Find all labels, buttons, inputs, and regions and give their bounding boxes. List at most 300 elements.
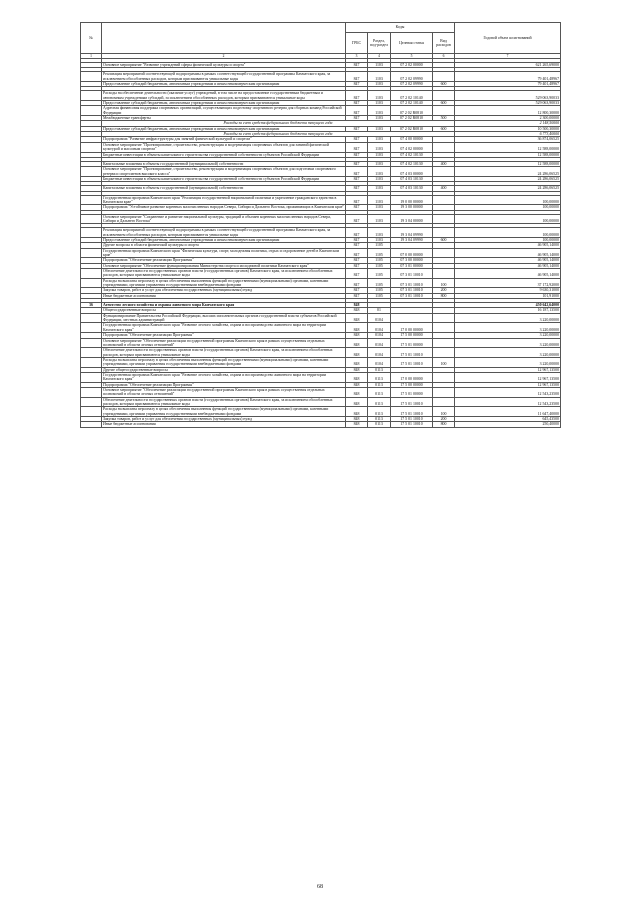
cell-description: Бюджетные инвестиции в объекты капитального строительства государственной собственности субъектов Российской Федерации <box>102 152 346 157</box>
cell-razdel: 1103 <box>368 186 391 191</box>
cell-num <box>81 214 102 224</box>
cell-description: Расходы на выплаты персоналу в целях обеспечения выполнения функций государственными (муниципальными) органами, казенными учреждениями, органами управления государственными внебюджетными фондами <box>102 357 346 367</box>
cell-description: Государственная программа Камчатского края "Развитие лесного хозяйства, охрана и воспроизводство животного мира на территории Камчатского края" <box>102 372 346 382</box>
table-row <box>81 106 561 116</box>
cell-razdel: 1105 <box>368 293 391 298</box>
cell-grbs: 847 <box>346 82 368 87</box>
cell-description: Расходы на обеспечение деятельности (оказание услуг) учреждений, в том числе на предоставление государственным бюджетным и автономным учреждениям субсидий, за исключением обособленных расходов, которым присваиваются уникальные коды <box>102 91 346 101</box>
cell-description: Капитальные вложения в объекты государственной (муниципальной) собственности <box>102 161 346 166</box>
cell-amount: 46 905,14000 <box>455 269 561 279</box>
cell-vid <box>433 348 455 358</box>
cell-num <box>81 142 102 152</box>
cell-grbs: 847 <box>346 176 368 181</box>
cell-razdel: 1103 <box>368 152 391 157</box>
cell-vid: 600 <box>433 126 455 131</box>
cell-vid <box>433 167 455 177</box>
cell-amount: 100,00000 <box>455 195 561 205</box>
cell-amount: 3 220,00000 <box>455 348 561 358</box>
cell-razdel: 0113 <box>368 367 391 372</box>
cell-target: 07 4 02 10130 <box>391 161 433 166</box>
cell-grbs: 847 <box>346 288 368 293</box>
cell-target: 19 3 04 09990 <box>391 228 433 238</box>
table-row <box>81 323 561 333</box>
column-number: 2 <box>102 54 346 59</box>
cell-razdel: 1105 <box>368 243 391 248</box>
cell-razdel: 1105 <box>368 278 391 288</box>
cell-description: Основное мероприятие "Развитие учреждений сферы физической культуры и спорта" <box>102 63 346 68</box>
cell-amount: 9 630,31000 <box>455 288 561 293</box>
cell-razdel: 0104 <box>368 348 391 358</box>
note-text: Расходы за счет средств федерального бюджета текущего года <box>102 132 455 137</box>
cell-vid <box>433 228 455 238</box>
cell-description: Реализация мероприятий соответствующей подпрограммы в рамках соответствующей государственной программы Камчатского края, за исключением обособленных расходов, которым присваиваются уникальные коды <box>102 72 346 82</box>
cell-target: 07 3 00 00000 <box>391 258 433 263</box>
cell-razdel: 1103 <box>368 137 391 142</box>
cell-target: 07 4 00 00000 <box>391 137 433 142</box>
header-target: Целевая статья <box>391 33 433 54</box>
cell-amount: 450 642,64000 <box>455 303 561 308</box>
cell-razdel: 1105 <box>368 248 391 258</box>
cell-amount: 3 220,00000 <box>455 338 561 348</box>
cell-description: Другие вопросы в области физической культуры и спорта <box>102 243 346 248</box>
cell-razdel: 1103 <box>368 82 391 87</box>
cell-grbs: 847 <box>346 72 368 82</box>
table-row <box>81 248 561 258</box>
cell-vid <box>433 313 455 323</box>
cell-num <box>81 228 102 238</box>
column-number: 4 <box>368 54 391 59</box>
cell-grbs: 848 <box>346 397 368 407</box>
cell-razdel: 1105 <box>368 288 391 293</box>
table-row <box>81 407 561 417</box>
cell-num <box>81 278 102 288</box>
cell-razdel: 0104 <box>368 313 391 323</box>
header-num: № <box>81 23 102 54</box>
cell-amount: 3 220,00000 <box>455 323 561 333</box>
cell-vid: 200 <box>433 288 455 293</box>
cell-razdel: 1103 <box>368 101 391 106</box>
cell-description: Капитальные вложения в объекты государственной (муниципальной) собственности <box>102 186 346 191</box>
cell-razdel: 1105 <box>368 263 391 268</box>
cell-amount: 24 286,06525 <box>455 186 561 191</box>
cell-target: 17 5 01 10010 <box>391 397 433 407</box>
cell-num <box>81 167 102 177</box>
cell-amount: 645,43500 <box>455 417 561 422</box>
cell-num <box>81 357 102 367</box>
cell-vid <box>433 387 455 397</box>
cell-description: Подпрограмма "Устойчивое развитие коренных малочисленных народов Севера, Сибири и Дальнего Востока, проживающих в Камчатском крае" <box>103 205 345 210</box>
cell-razdel: 1103 <box>368 142 391 152</box>
cell-vid <box>433 323 455 333</box>
cell-grbs: 848 <box>346 313 368 323</box>
table-row <box>81 397 561 407</box>
cell-grbs: 847 <box>346 142 368 152</box>
cell-grbs: 848 <box>346 323 368 333</box>
table-row <box>81 91 561 101</box>
table-row <box>81 422 561 427</box>
column-number: 1 <box>81 54 102 59</box>
cell-description: Основное мероприятие "Проектирование, строительство, реконструкция и модернизация спортивных объектов для подготовки спортивного резерва и спортсменов высокого класса" <box>102 167 346 177</box>
cell-description: Государственная программа Камчатского края "Развитие лесного хозяйства, охрана и воспроизводство животного мира на территории Камчатского края" <box>102 323 346 333</box>
cell-description: Подпрограмма "Обеспечение реализации Программы" <box>102 333 346 338</box>
cell-vid: 800 <box>433 293 455 298</box>
table-row <box>81 167 561 177</box>
cell-grbs: 847 <box>346 137 368 142</box>
cell-vid <box>433 106 455 116</box>
cell-razdel: 1103 <box>368 228 391 238</box>
cell-description: Основное мероприятие "Проектирование, строительство, реконструкция и модернизация спортивных объектов для занятий физической культурой и массовым спортом" <box>102 142 346 152</box>
cell-amount: 46 905,14000 <box>455 243 561 248</box>
cell-target: 07 4 03 10130 <box>391 176 433 181</box>
cell-grbs: 847 <box>346 263 368 268</box>
cell-amount: 250,40000 <box>455 422 561 427</box>
cell-target: 07 2 02 09990 <box>391 82 433 87</box>
cell-vid <box>433 269 455 279</box>
cell-target: 07 3 01 10010 <box>391 269 433 279</box>
cell-target: 17 5 01 10010 <box>391 348 433 358</box>
cell-grbs: 847 <box>346 269 368 279</box>
header-description <box>102 23 346 54</box>
cell-target: 17 5 01 10010 <box>391 407 433 417</box>
cell-description: Предоставление субсидий бюджетным, автономным учреждениям и иным некоммерческим организациям <box>102 237 346 242</box>
table-row <box>81 338 561 348</box>
cell-target: 17 5 01 10010 <box>391 357 433 367</box>
cell-amount: 12 967,13500 <box>455 367 561 372</box>
cell-razdel: 0113 <box>368 422 391 427</box>
cell-target: 17 5 01 00000 <box>391 387 433 397</box>
cell-vid <box>433 248 455 258</box>
cell-vid: 100 <box>433 278 455 288</box>
cell-target: 07 3 01 10010 <box>391 288 433 293</box>
cell-amount: 2 300,00000 <box>455 116 561 121</box>
cell-description: Обеспечение деятельности государственных органов власти (государственных органов) Камчатского края, за исключением обособленных расходов, которым присваиваются уникальные коды <box>102 269 346 279</box>
cell-description: Основное мероприятие "Сохранение и развитие национальной культуры, традиций и обычаев коренных малочисленных народов Севера, Сибири и Дальнего Востока" <box>102 214 346 224</box>
cell-amount: 46 905,14000 <box>455 258 561 263</box>
table-row <box>81 269 561 279</box>
cell-grbs: 847 <box>346 63 368 68</box>
cell-vid: 100 <box>433 407 455 417</box>
column-number: 6 <box>433 54 455 59</box>
cell-amount: 10 500,30000 <box>455 126 561 131</box>
cell-num <box>81 387 102 397</box>
cell-target: 07 2 02 R0810 <box>391 106 433 116</box>
cell-grbs: 848 <box>346 338 368 348</box>
cell-grbs: 847 <box>346 186 368 191</box>
cell-amount: 24 286,06525 <box>455 176 561 181</box>
cell-vid: 500 <box>433 116 455 121</box>
cell-razdel: 1105 <box>368 258 391 263</box>
budget-allocation-table <box>80 22 561 428</box>
header-codes: Коды <box>346 23 455 33</box>
cell-target: 07 2 02 10140 <box>391 91 433 101</box>
cell-num <box>81 269 102 279</box>
cell-grbs: 848 <box>346 382 368 387</box>
cell-amount: 100,00000 <box>455 214 561 224</box>
cell-vid: 400 <box>433 161 455 166</box>
cell-num <box>81 195 102 205</box>
cell-target: 07 4 03 00000 <box>391 167 433 177</box>
cell-target: 07 4 02 00000 <box>391 142 433 152</box>
cell-num <box>81 348 102 358</box>
cell-razdel: 1103 <box>368 116 391 121</box>
cell-num <box>81 248 102 258</box>
cell-amount: 529 063,90033 <box>455 101 561 106</box>
cell-grbs: 847 <box>346 195 368 205</box>
cell-grbs: 848 <box>346 387 368 397</box>
cell-num <box>81 397 102 407</box>
cell-amount: 6 773,40000 <box>455 132 561 137</box>
cell-description: Предоставление субсидий бюджетным, автономным учреждениям и иным некоммерческим организациям <box>102 126 346 131</box>
cell-grbs: 847 <box>346 258 368 263</box>
cell-description: Межбюджетные трансферты <box>102 116 346 121</box>
cell-target: 17 5 01 10010 <box>391 422 433 427</box>
cell-target: 07 2 02 R0810 <box>391 126 433 131</box>
cell-amount: 100,00000 <box>455 228 561 238</box>
cell-grbs: 848 <box>346 303 368 308</box>
cell-amount: 3 220,00000 <box>455 357 561 367</box>
cell-amount: 12 588,00000 <box>455 142 561 152</box>
cell-razdel: 1103 <box>368 91 391 101</box>
cell-grbs: 847 <box>346 243 368 248</box>
cell-target: 17 5 00 00000 <box>391 333 433 338</box>
cell-description: Основное мероприятие "Обеспечение реализации государственной программы Камчатского края в рамках осуществления отдельных полномочий в области лесных отношений" <box>102 387 346 397</box>
cell-razdel: 0104 <box>368 357 391 367</box>
cell-amount: 36 874,06525 <box>455 137 561 142</box>
cell-vid <box>433 142 455 152</box>
cell-vid: 800 <box>433 422 455 427</box>
cell-razdel: 01 <box>368 308 391 313</box>
cell-description: Предоставление субсидий бюджетным, автономным учреждениям и иным некоммерческим организациям <box>102 101 346 106</box>
cell-target: 17 5 00 00000 <box>391 382 433 387</box>
cell-vid <box>433 397 455 407</box>
cell-description: Агентство лесного хозяйства и охраны животного мира Камчатского края <box>102 303 346 308</box>
table-row <box>81 195 561 205</box>
table-row <box>81 72 561 82</box>
cell-target: 07 2 02 10140 <box>391 101 433 106</box>
header-vid: Вид расходов <box>433 33 455 54</box>
cell-target: 07 4 02 10130 <box>391 152 433 157</box>
cell-description: Иные бюджетные ассигнования <box>102 293 346 298</box>
cell-description: Предоставление субсидий бюджетным, автономным учреждениям и иным некоммерческим организациям <box>102 82 346 87</box>
cell-target: 17 0 00 00000 <box>391 372 433 382</box>
cell-amount: 3 220,00000 <box>455 313 561 323</box>
cell-target: 07 4 03 10130 <box>391 186 433 191</box>
cell-target: 07 3 01 10010 <box>391 293 433 298</box>
cell-amount: 101,91000 <box>455 293 561 298</box>
cell-target: 19 0 00 00000 <box>391 195 433 205</box>
cell-razdel: 1103 <box>368 176 391 181</box>
cell-num <box>81 313 102 323</box>
header-annual-volume: Годовой объем ассигнований <box>455 23 561 54</box>
cell-vid <box>433 214 455 224</box>
table-row <box>81 387 561 397</box>
cell-razdel: 0113 <box>368 387 391 397</box>
cell-vid <box>433 372 455 382</box>
cell-target: 17 0 00 00000 <box>391 323 433 333</box>
table-row <box>81 278 561 288</box>
cell-target: 07 0 00 00000 <box>391 248 433 258</box>
cell-grbs: 847 <box>346 228 368 238</box>
cell-target: 07 2 02 09990 <box>391 72 433 82</box>
table-row <box>81 313 561 323</box>
cell-grbs: 847 <box>346 248 368 258</box>
cell-vid <box>433 338 455 348</box>
cell-razdel: 1105 <box>368 269 391 279</box>
cell-description: Государственная программа Камчатского края "Реализация государственной национальной политики и укрепление гражданского единства в Камчатском крае" <box>102 195 346 205</box>
cell-vid: 200 <box>433 417 455 422</box>
cell-description: Основное мероприятие "Обеспечение функционирования Министерства спорта и молодежной политики Камчатского края" <box>102 263 346 268</box>
cell-grbs: 847 <box>346 293 368 298</box>
cell-razdel: 1103 <box>368 237 391 242</box>
column-number: 5 <box>391 54 433 59</box>
cell-amount: 24 286,06525 <box>455 167 561 177</box>
cell-grbs: 847 <box>346 152 368 157</box>
cell-amount: 16 187,13500 <box>455 308 561 313</box>
cell-grbs: 847 <box>346 161 368 166</box>
cell-target: 17 5 01 10010 <box>391 417 433 422</box>
cell-target: 19 3 04 00000 <box>391 214 433 224</box>
header-razdel: Раздел, под-раздел <box>368 33 391 54</box>
table-row <box>81 142 561 152</box>
cell-razdel: 1103 <box>368 72 391 82</box>
cell-razdel: 0104 <box>368 338 391 348</box>
table-row <box>81 214 561 224</box>
cell-amount: 3 220,00000 <box>455 333 561 338</box>
cell-grbs: 847 <box>346 205 368 210</box>
cell-vid: 400 <box>433 186 455 191</box>
cell-description: Обеспечение деятельности государственных органов власти (государственных органов) Камчатского края, за исключением обособленных расходов, которым присваиваются уникальные коды <box>102 397 346 407</box>
cell-grbs: 848 <box>346 367 368 372</box>
cell-num <box>81 323 102 333</box>
cell-vid: 600 <box>433 82 455 87</box>
cell-grbs: 847 <box>346 237 368 242</box>
cell-grbs: 847 <box>346 214 368 224</box>
cell-num <box>81 407 102 417</box>
cell-razdel: 0104 <box>368 333 391 338</box>
column-number: 3 <box>346 54 368 59</box>
cell-amount: 11 647,40000 <box>455 407 561 417</box>
cell-grbs: 848 <box>346 348 368 358</box>
cell-amount: 12 800,30000 <box>455 106 561 116</box>
cell-num <box>81 372 102 382</box>
cell-amount: 79 401,48967 <box>455 82 561 87</box>
cell-amount: 12 543,23500 <box>455 397 561 407</box>
cell-target: 07 3 01 10010 <box>391 278 433 288</box>
cell-amount: 79 401,48967 <box>455 72 561 82</box>
cell-num <box>81 338 102 348</box>
cell-razdel: 1103 <box>368 205 391 210</box>
cell-num <box>81 106 102 116</box>
cell-description: Общегосударственные вопросы <box>102 308 346 313</box>
cell-razdel: 0113 <box>368 382 391 387</box>
cell-amount: 100,00000 <box>455 205 561 210</box>
table-row <box>81 372 561 382</box>
cell-grbs: 848 <box>346 308 368 313</box>
cell-vid: 100 <box>433 357 455 367</box>
cell-razdel: 1103 <box>368 161 391 166</box>
cell-description: Расходы на выплаты персоналу в целях обеспечения выполнения функций государственными (муниципальными) органами, казенными учреждениями, органами управления государственными внебюджетными фондами <box>102 407 346 417</box>
table-body <box>81 59 561 428</box>
cell-description: Другие общегосударственные вопросы <box>102 367 346 372</box>
cell-amount: 2 148,50000 <box>455 121 561 126</box>
cell-amount: 12 543,23500 <box>455 387 561 397</box>
cell-vid <box>433 72 455 82</box>
cell-razdel: 1103 <box>368 214 391 224</box>
cell-amount: 529 063,90033 <box>455 91 561 101</box>
cell-num <box>81 72 102 82</box>
cell-grbs: 848 <box>346 372 368 382</box>
cell-grbs: 847 <box>346 278 368 288</box>
column-number: 7 <box>455 54 561 59</box>
cell-grbs: 848 <box>346 357 368 367</box>
note-text: Расходы за счет средств федерального бюджета текущего года <box>102 121 455 126</box>
cell-description: Расходы на выплаты персоналу в целях обеспечения выполнения функций государственными (муниципальными) органами, казенными учреждениями, органами управления государственными внебюджетными фондами <box>102 278 346 288</box>
cell-description: Подпрограмма "Развитие инфраструктуры для занятий физической культурой и спортом" <box>102 137 346 142</box>
cell-num: 36 <box>81 303 102 308</box>
cell-amount: 37 172,92000 <box>455 278 561 288</box>
table-row <box>81 348 561 358</box>
cell-razdel: 0113 <box>368 417 391 422</box>
cell-description: Обеспечение деятельности государственных органов власти (государственных органов) Камчатского края, за исключением обособленных расходов, которым присваиваются уникальные коды <box>102 348 346 358</box>
cell-target <box>391 313 433 323</box>
cell-amount: 100,00000 <box>455 237 561 242</box>
cell-target: 17 5 01 00000 <box>391 338 433 348</box>
cell-target: 07 2 02 00000 <box>391 63 433 68</box>
cell-vid: 600 <box>433 237 455 242</box>
cell-amount: 46 905,14000 <box>455 263 561 268</box>
cell-grbs: 848 <box>346 407 368 417</box>
cell-razdel: 1103 <box>368 106 391 116</box>
cell-amount: 12 588,00000 <box>455 161 561 166</box>
table-row <box>81 357 561 367</box>
cell-razdel: 0113 <box>368 372 391 382</box>
cell-description: Основное мероприятие "Обеспечение реализации государственной программы Камчатского края в рамках осуществления отдельных полномочий в области лесных отношений" <box>102 338 346 348</box>
cell-razdel: 1103 <box>368 195 391 205</box>
cell-grbs: 848 <box>346 333 368 338</box>
cell-razdel: 0113 <box>368 407 391 417</box>
cell-amount: 12 967,13500 <box>455 372 561 382</box>
cell-target: 19 3 04 09990 <box>391 237 433 242</box>
cell-target: 19 3 00 00000 <box>391 205 433 210</box>
cell-vid <box>433 195 455 205</box>
cell-grbs: 847 <box>346 91 368 101</box>
cell-target: 07 2 02 R0810 <box>391 116 433 121</box>
cell-razdel: 0104 <box>368 323 391 333</box>
cell-description: Иные бюджетные ассигнования <box>102 422 346 427</box>
cell-razdel: 1103 <box>368 167 391 177</box>
cell-grbs: 847 <box>346 106 368 116</box>
cell-grbs: 847 <box>346 126 368 131</box>
cell-num <box>81 91 102 101</box>
cell-razdel: 0113 <box>368 397 391 407</box>
cell-grbs: 848 <box>346 422 368 427</box>
table-row <box>81 228 561 238</box>
cell-num <box>81 422 102 427</box>
cell-amount: 12 967,13500 <box>455 382 561 387</box>
cell-description: Подпрограмма "Обеспечение реализации Программы" <box>102 258 346 263</box>
cell-description: Подпрограмма "Обеспечение реализации Программы" <box>102 382 346 387</box>
cell-razdel: 1103 <box>368 63 391 68</box>
cell-target: 07 3 01 00000 <box>391 263 433 268</box>
cell-grbs: 847 <box>346 116 368 121</box>
cell-description: Государственная программа Камчатского края "Физическая культура, спорт, молодежная политика, отдых и оздоровление детей в Камчатском крае" <box>102 248 346 258</box>
cell-amount: 12 588,00000 <box>455 152 561 157</box>
cell-description: Функционирование Правительства Российской Федерации, высших исполнительных органов государственной власти субъектов Российской Федерации, местных администраций <box>102 313 346 323</box>
cell-grbs: 848 <box>346 417 368 422</box>
cell-description: Закупка товаров, работ и услуг для обеспечения государственных (муниципальных) нужд <box>102 288 346 293</box>
cell-vid <box>433 91 455 101</box>
cell-vid: 600 <box>433 101 455 106</box>
